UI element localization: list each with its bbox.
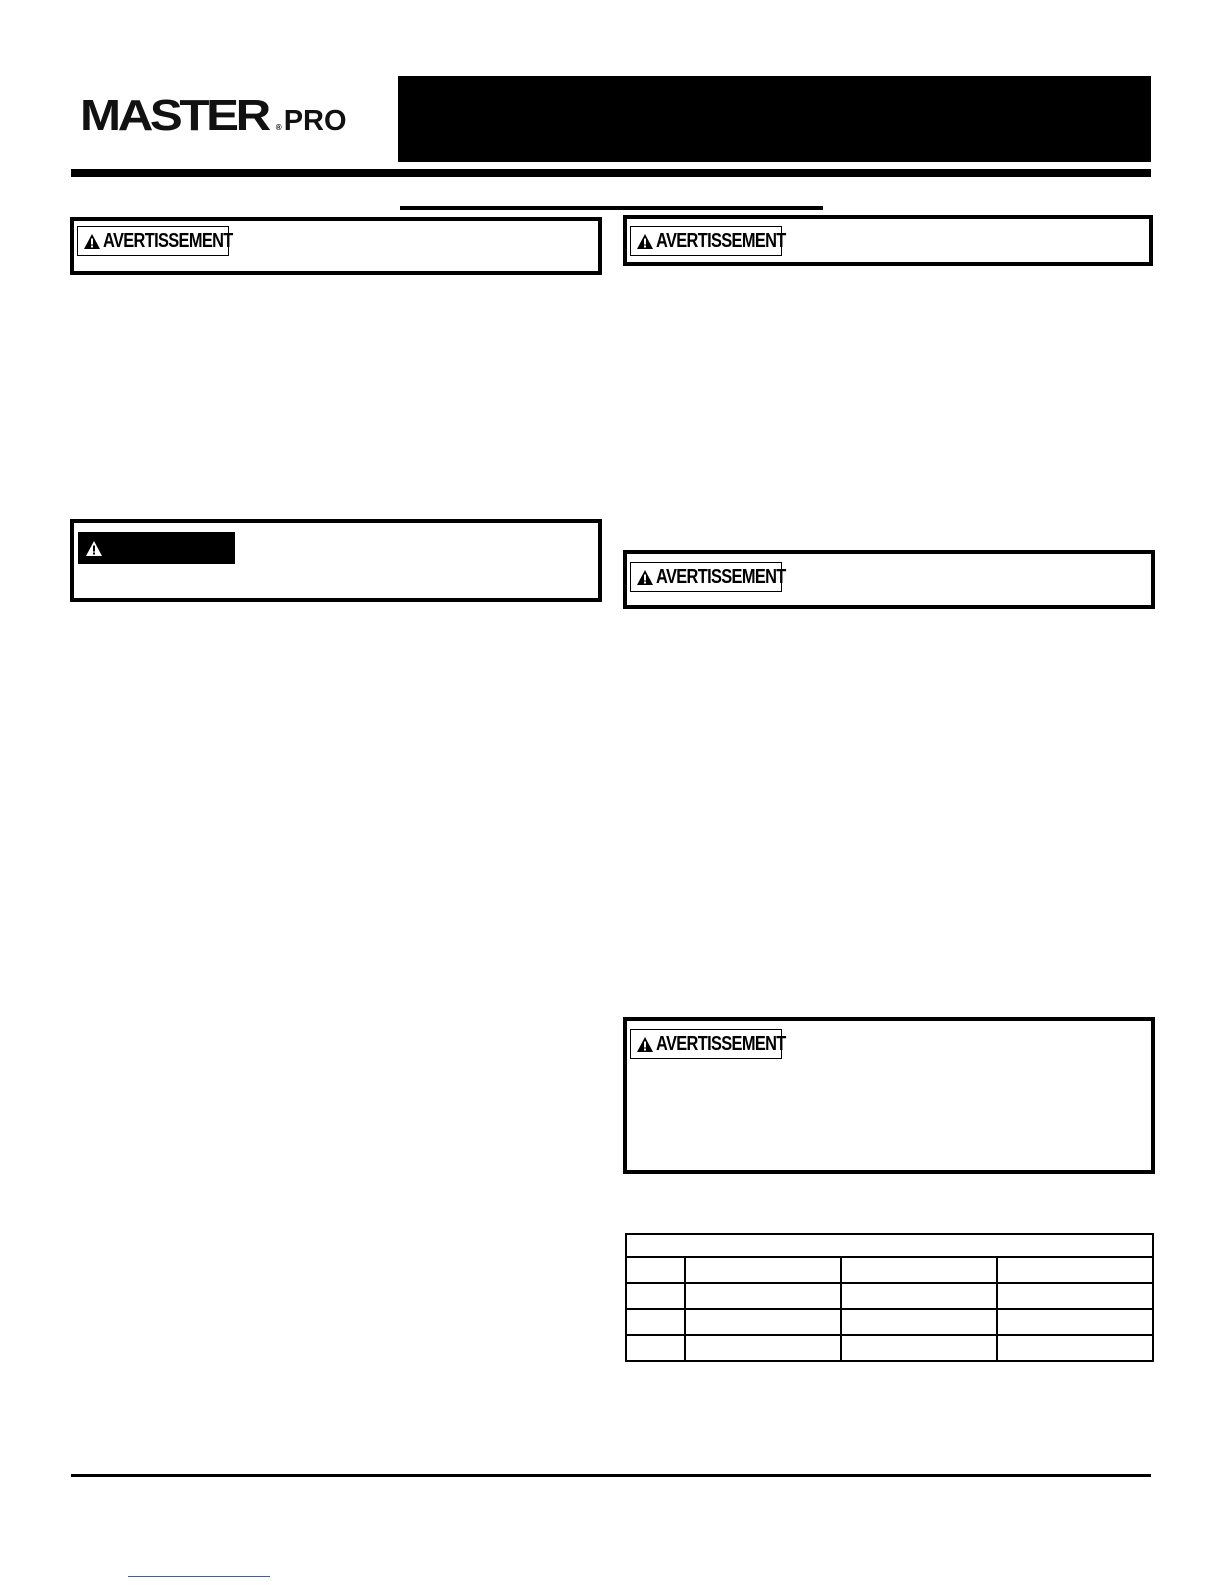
table-cell	[841, 1309, 997, 1335]
table-cell	[997, 1257, 1153, 1283]
table-cell	[997, 1309, 1153, 1335]
table-row	[626, 1309, 1153, 1335]
table-cell	[626, 1335, 685, 1361]
table-cell	[685, 1309, 841, 1335]
table-cell	[685, 1335, 841, 1361]
table-row	[626, 1335, 1153, 1361]
header-rule	[71, 169, 1151, 177]
warning-box-right-1	[623, 215, 1153, 266]
spec-table-wrapper	[625, 1233, 1152, 1362]
warning-label	[630, 1029, 786, 1059]
warning-box-left-1	[70, 217, 602, 275]
warning-label-text: AVERTISSEMENT	[656, 565, 786, 588]
warning-label	[630, 226, 786, 256]
table-cell	[685, 1257, 841, 1283]
warning-label	[630, 562, 786, 592]
warning-box-right-3	[623, 1017, 1155, 1174]
section-title-rule	[400, 206, 823, 210]
footer-link-underline[interactable]	[128, 1576, 270, 1577]
danger-box-left	[70, 519, 602, 602]
warning-triangle-icon	[637, 570, 653, 585]
header-title-bar	[398, 76, 1151, 162]
brand-logo-suffix: PRO	[283, 105, 347, 137]
footer-rule	[71, 1474, 1151, 1477]
table-cell	[997, 1283, 1153, 1309]
danger-label	[78, 532, 235, 564]
warning-label-text: AVERTISSEMENT	[103, 229, 233, 252]
table-cell	[626, 1309, 685, 1335]
spec-table	[625, 1233, 1154, 1362]
brand-logo-main: MASTER	[80, 91, 268, 140]
warning-triangle-icon	[637, 234, 653, 249]
warning-label-text: AVERTISSEMENT	[656, 1032, 786, 1055]
warning-triangle-icon	[86, 541, 102, 556]
warning-label	[77, 226, 233, 256]
table-cell	[997, 1335, 1153, 1361]
table-row	[626, 1257, 1153, 1283]
brand-registered-mark: ®	[275, 123, 282, 132]
warning-triangle-icon	[637, 1037, 653, 1052]
warning-box-right-2	[623, 550, 1155, 609]
warning-label-text: AVERTISSEMENT	[656, 229, 786, 252]
table-cell	[841, 1283, 997, 1309]
table-cell	[841, 1335, 997, 1361]
table-cell	[841, 1257, 997, 1283]
warning-triangle-icon	[84, 234, 100, 249]
brand-logo	[80, 91, 347, 140]
table-cell	[626, 1283, 685, 1309]
table-caption	[626, 1234, 1153, 1257]
table-row	[626, 1283, 1153, 1309]
table-cell	[685, 1283, 841, 1309]
table-cell	[626, 1257, 685, 1283]
